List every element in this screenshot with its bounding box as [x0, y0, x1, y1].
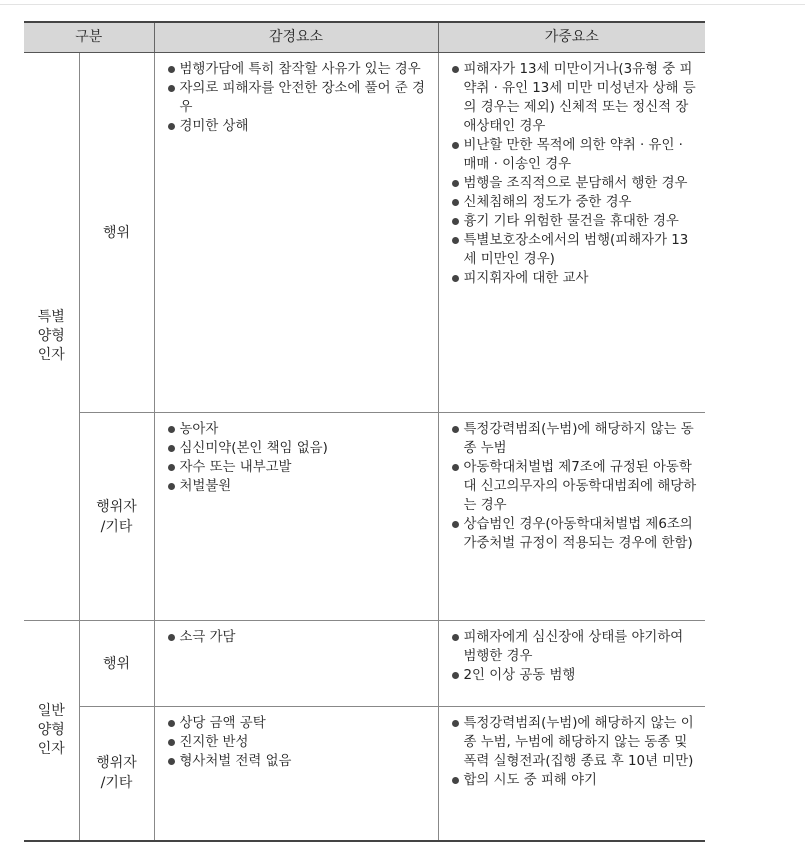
aggravating-list — [439, 413, 706, 563]
subcategory-label — [79, 413, 154, 621]
list-item: 범행을 조직적으로 분담해서 행한 경우 — [451, 174, 698, 193]
subcategory-label-text: 행위자 /기타 — [96, 498, 137, 535]
list-item: 경미한 상해 — [167, 117, 430, 136]
list-item: 피해자가 13세 미만이거나(3유형 중 피약취 · 유인 13세 미만 미성년자 상해 등의 경우는 제외) 신체적 또는 정신적 장애상태인 경우 — [451, 60, 698, 136]
table-row — [24, 413, 705, 621]
table-row — [24, 621, 705, 707]
list-item: 특정강력범죄(누범)에 해당하지 않는 이종 누범, 누범에 해당하지 않는 동종 및 폭력 실형전과(집행 종료 후 10년 미만) — [451, 714, 698, 771]
top-divider — [0, 4, 805, 5]
list-item: 소극 가담 — [167, 628, 430, 647]
mitigating-cell — [154, 413, 438, 621]
table-row — [24, 53, 705, 413]
subcategory-label-text: 행위 — [102, 655, 131, 672]
header-row — [24, 22, 705, 53]
group-special-label — [24, 53, 79, 621]
mitigating-list — [155, 53, 438, 146]
list-item: 합의 시도 중 피해 야기 — [451, 771, 698, 790]
subcategory-label — [79, 53, 154, 413]
mitigating-cell — [154, 53, 438, 413]
subcategory-label-text: 행위 — [102, 224, 131, 241]
header-aggravating: 가중요소 — [438, 22, 705, 53]
mitigating-list — [155, 413, 438, 506]
list-item: 신체침해의 정도가 중한 경우 — [451, 193, 698, 212]
list-item: 범행가담에 특히 참작할 사유가 있는 경우 — [167, 60, 430, 79]
group-general-label — [24, 621, 79, 841]
list-item: 심신미약(본인 책임 없음) — [167, 439, 430, 458]
list-item: 상습범인 경우(아동학대처벌법 제6조의 가중처벌 규정이 적용되는 경우에 한함) — [451, 515, 698, 553]
mitigating-list — [155, 621, 438, 657]
list-item: 비난할 만한 목적에 의한 약취 · 유인 · 매매 · 이송인 경우 — [451, 136, 698, 174]
aggravating-list — [439, 53, 706, 298]
list-item: 처벌불원 — [167, 477, 430, 496]
subcategory-label — [79, 621, 154, 707]
aggravating-cell — [438, 707, 705, 841]
list-item: 자의로 피해자를 안전한 장소에 풀어 준 경우 — [167, 79, 430, 117]
aggravating-cell — [438, 413, 705, 621]
list-item: 아동학대처벌법 제7조에 규정된 아동학대 신고의무자의 아동학대범죄에 해당하는 경우 — [451, 458, 698, 515]
subcategory-label-text: 행위자 /기타 — [96, 755, 137, 792]
list-item: 형사처벌 전력 없음 — [167, 752, 430, 771]
group-label-text: 특별 양형 인자 — [37, 309, 65, 363]
list-item: 진지한 반성 — [167, 733, 430, 752]
group-label-text: 일반 양형 인자 — [37, 702, 65, 757]
list-item: 자수 또는 내부고발 — [167, 458, 430, 477]
list-item: 피해자에게 심신장애 상태를 야기하여 범행한 경우 — [451, 628, 698, 666]
list-item: 피지휘자에 대한 교사 — [451, 269, 698, 288]
list-item: 특별보호장소에서의 범행(피해자가 13세 미만인 경우) — [451, 231, 698, 269]
header-mitigating: 감경요소 — [154, 22, 438, 53]
list-item: 2인 이상 공동 범행 — [451, 666, 698, 685]
list-item: 특정강력범죄(누범)에 해당하지 않는 동종 누범 — [451, 420, 698, 458]
mitigating-list — [155, 707, 438, 781]
list-item: 흉기 기타 위험한 물건을 휴대한 경우 — [451, 212, 698, 231]
subcategory-label — [79, 707, 154, 841]
table-row — [24, 707, 705, 841]
header-category: 구분 — [24, 22, 154, 53]
aggravating-cell — [438, 53, 705, 413]
aggravating-list — [439, 621, 706, 695]
mitigating-cell — [154, 621, 438, 707]
mitigating-cell — [154, 707, 438, 841]
aggravating-cell — [438, 621, 705, 707]
sentencing-factors-table — [24, 21, 705, 842]
list-item: 농아자 — [167, 420, 430, 439]
aggravating-list — [439, 707, 706, 800]
list-item: 상당 금액 공탁 — [167, 714, 430, 733]
